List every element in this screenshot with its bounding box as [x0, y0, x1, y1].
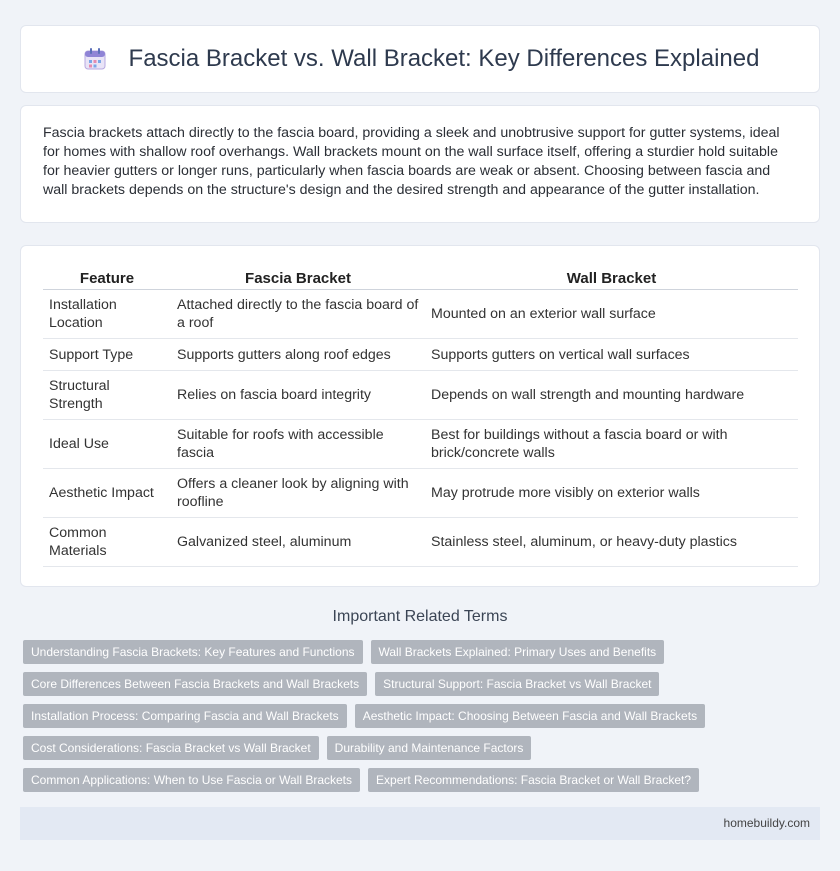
column-header-feature: Feature: [43, 266, 171, 290]
related-terms-list: [23, 640, 803, 800]
table-row: [43, 420, 798, 469]
title-card: [20, 25, 820, 93]
feature-cell: Structural Strength: [43, 371, 171, 420]
fascia-cell: Attached directly to the fascia board of a roof: [171, 290, 425, 339]
wall-cell: Stainless steel, aluminum, or heavy-duty plastics: [425, 518, 798, 567]
tag-row: [23, 640, 803, 664]
column-header-wall-bracket: Wall Bracket: [425, 266, 798, 290]
table-header-row: [43, 266, 798, 290]
fascia-cell: Supports gutters along roof edges: [171, 339, 425, 371]
related-term-link[interactable]: Installation Process: Comparing Fascia and Wall Brackets: [23, 704, 347, 728]
related-terms-heading: Important Related Terms: [332, 608, 508, 625]
wall-cell: Mounted on an exterior wall surface: [425, 290, 798, 339]
calendar-icon: [81, 45, 109, 73]
feature-cell: Common Materials: [43, 518, 171, 567]
fascia-cell: Suitable for roofs with accessible fascia: [171, 420, 425, 469]
intro-paragraph: Fascia brackets attach directly to the fascia board, providing a sleek and unobtrusive support for gutter systems, ideal for homes with shallow roof overhangs. Wall brackets mount on the wall surface itself, offering a sturdier hold suitable for heavier gutters or longer runs, particularly when fascia boards are weak or absent. Choosing between fascia and wall brackets depends on the structure's design and the desired strength and appearance of the gutter installation.: [43, 125, 780, 198]
fascia-cell: Offers a cleaner look by aligning with roofline: [171, 469, 425, 518]
related-term-link[interactable]: Understanding Fascia Brackets: Key Features and Functions: [23, 640, 363, 664]
feature-cell: Installation Location: [43, 290, 171, 339]
footer-site-link[interactable]: homebuildy.com: [723, 816, 810, 830]
feature-cell: Aesthetic Impact: [43, 469, 171, 518]
related-term-link[interactable]: Cost Considerations: Fascia Bracket vs Wall Bracket: [23, 736, 319, 760]
comparison-table-card: [20, 245, 820, 587]
table-row: [43, 290, 798, 339]
tag-row: [23, 736, 803, 760]
related-term-link[interactable]: Aesthetic Impact: Choosing Between Fascia and Wall Brackets: [355, 704, 705, 728]
table-row: [43, 469, 798, 518]
comparison-table: [43, 266, 798, 567]
related-term-link[interactable]: Wall Brackets Explained: Primary Uses and Benefits: [371, 640, 665, 664]
feature-cell: Ideal Use: [43, 420, 171, 469]
related-term-link[interactable]: Core Differences Between Fascia Brackets and Wall Brackets: [23, 672, 367, 696]
footer: [20, 807, 820, 840]
wall-cell: Best for buildings without a fascia board or with brick/concrete walls: [425, 420, 798, 469]
related-term-link[interactable]: Common Applications: When to Use Fascia or Wall Brackets: [23, 768, 360, 792]
related-term-link[interactable]: Expert Recommendations: Fascia Bracket or Wall Bracket?: [368, 768, 699, 792]
tag-row: [23, 672, 803, 696]
wall-cell: Depends on wall strength and mounting hardware: [425, 371, 798, 420]
table-row: [43, 339, 798, 371]
wall-cell: Supports gutters on vertical wall surfaces: [425, 339, 798, 371]
fascia-cell: Relies on fascia board integrity: [171, 371, 425, 420]
related-term-link[interactable]: Durability and Maintenance Factors: [327, 736, 532, 760]
intro-card: [20, 105, 820, 223]
page-title: Fascia Bracket vs. Wall Bracket: Key Differences Explained: [128, 45, 760, 72]
table-row: [43, 371, 798, 420]
fascia-cell: Galvanized steel, aluminum: [171, 518, 425, 567]
column-header-fascia-bracket: Fascia Bracket: [171, 266, 425, 290]
table-row: [43, 518, 798, 567]
wall-cell: May protrude more visibly on exterior walls: [425, 469, 798, 518]
tag-row: [23, 704, 803, 728]
tag-row: [23, 768, 803, 792]
related-term-link[interactable]: Structural Support: Fascia Bracket vs Wall Bracket: [375, 672, 659, 696]
feature-cell: Support Type: [43, 339, 171, 371]
